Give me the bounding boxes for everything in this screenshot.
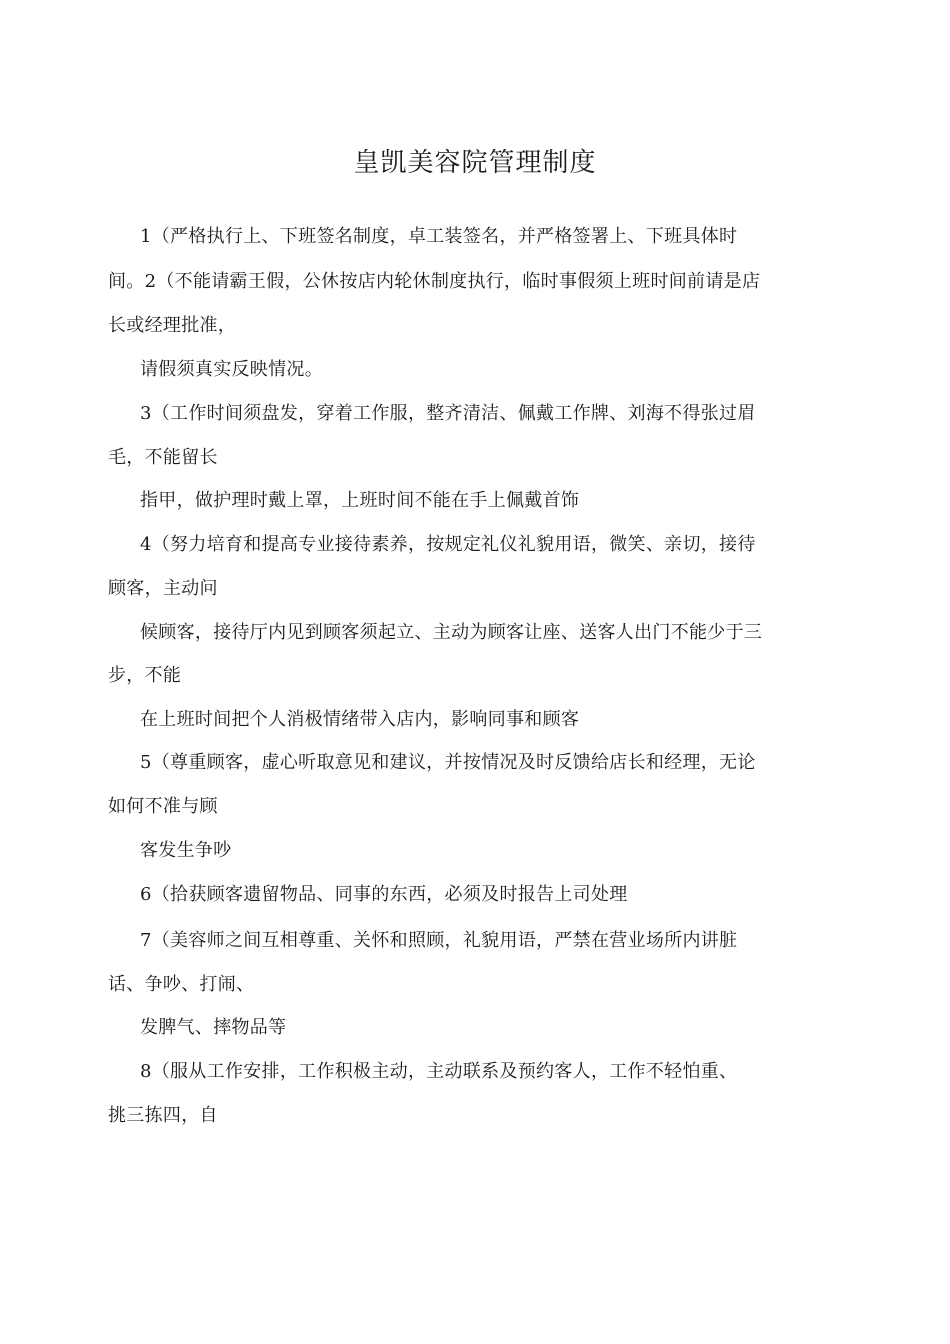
text-line: 指甲，做护理时戴上罩，上班时间不能在手上佩戴首饰 — [140, 490, 580, 511]
text-line: 5（尊重顾客，虚心听取意见和建议，并按情况及时反馈给店长和经理，无论 — [140, 752, 756, 773]
text-line: 步，不能 — [108, 665, 182, 686]
text-line: 间。2（不能请霸王假，公休按店内轮休制度执行，临时事假须上班时间前请是店 — [108, 271, 761, 292]
text-line: 7（美容师之间互相尊重、关怀和照顾，礼貌用语，严禁在营业场所内讲脏 — [140, 930, 738, 951]
text-line: 发脾气、摔物品等 — [140, 1017, 287, 1038]
text-line: 话、争吵、打闹、 — [108, 974, 255, 995]
text-line: 4（努力培育和提高专业接待素养，按规定礼仪礼貌用语，微笑、亲切，接待 — [140, 534, 756, 555]
text-line: 请假须真实反映情况。 — [140, 359, 323, 380]
text-line: 3（工作时间须盘发，穿着工作服，整齐清洁、佩戴工作牌、刘海不得张过眉 — [140, 403, 756, 424]
text-line: 顾客，主动问 — [108, 578, 218, 599]
text-line: 6（拾获顾客遗留物品、同事的东西，必须及时报告上司处理 — [140, 884, 628, 905]
document-title: 皇凯美容院管理制度 — [353, 148, 597, 178]
text-line: 1（严格执行上、下班签名制度，卓工装签名，并严格签署上、下班具体时 — [140, 226, 738, 247]
text-line: 挑三拣四，自 — [108, 1105, 218, 1126]
text-line: 如何不准与顾 — [108, 796, 218, 817]
text-line: 在上班时间把个人消极情绪带入店内，影响同事和顾客 — [140, 709, 580, 730]
text-line: 长或经理批准， — [108, 315, 237, 336]
text-line: 毛，不能留长 — [108, 447, 218, 468]
text-line: 候顾客，接待厅内见到顾客须起立、主动为顾客让座、送客人出门不能少于三 — [140, 622, 763, 643]
text-line: 客发生争吵 — [140, 840, 232, 861]
text-line: 8（服从工作安排，工作积极主动，主动联系及预约客人，工作不轻怕重、 — [140, 1061, 738, 1082]
